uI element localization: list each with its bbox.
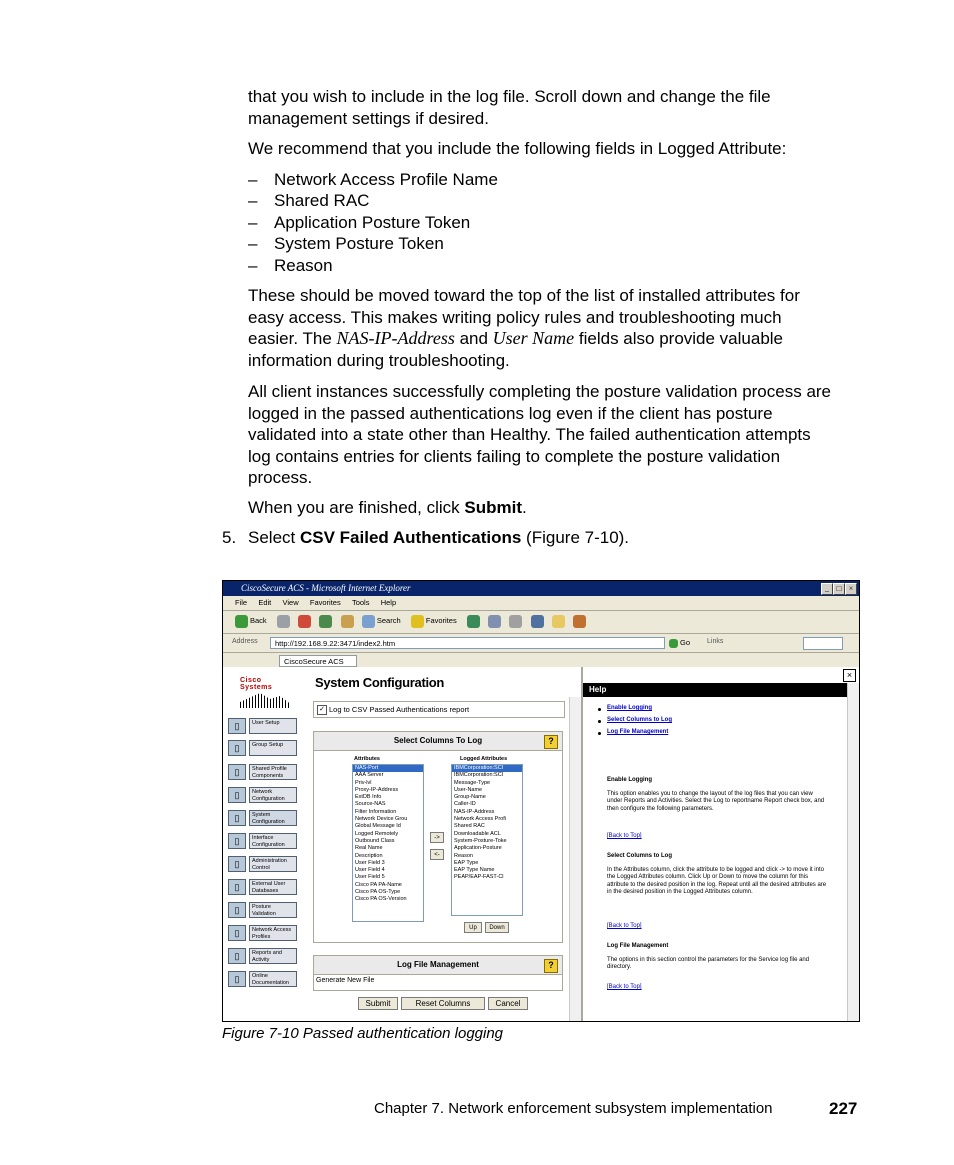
- select-columns-title: Select Columns To Log: [314, 732, 562, 751]
- list-item[interactable]: Shared RAC: [454, 823, 485, 830]
- nav-group-setup[interactable]: ▯ Group Setup: [228, 739, 298, 757]
- nav-shared-profile[interactable]: ▯ Shared Profile Components: [228, 763, 298, 781]
- up-button[interactable]: Up: [464, 922, 482, 933]
- nav-network-access-profiles[interactable]: ▯ Network Access Profiles: [228, 924, 298, 942]
- footer-chapter: Chapter 7. Network enforcement subsystem implementation: [374, 1100, 773, 1117]
- minimize-icon[interactable]: _: [821, 583, 833, 595]
- mail-icon: [488, 615, 501, 628]
- help-link-enable-logging[interactable]: Enable Logging: [607, 705, 652, 711]
- links-label[interactable]: Links: [707, 638, 724, 645]
- tools-button[interactable]: [573, 611, 588, 631]
- address-label: Address: [232, 638, 258, 645]
- select-columns-box: [313, 731, 563, 943]
- user-icon: ▯: [228, 718, 246, 734]
- nav-online-documentation[interactable]: ▯ Online Documentation: [228, 970, 298, 988]
- database-icon: ▯: [228, 879, 246, 895]
- help-select-text: In the Attributes column, click the attribute to be logged and click -> to move it into the Logged Attributes column. Click Up or Down to move the column for this attribute to the desired position in the log. Repeat until all the desired attributes are in the desired position in the Logged Attributes column.: [607, 867, 827, 895]
- list-item[interactable]: ExtDB Info: [355, 794, 382, 801]
- list-item[interactable]: Outbound Class: [355, 837, 395, 844]
- list-item[interactable]: NAS-IP-Address: [454, 808, 495, 815]
- browser-screenshot: [222, 580, 860, 1022]
- edit-icon: [531, 615, 544, 628]
- go-button[interactable]: Go: [669, 638, 690, 648]
- history-icon: [467, 615, 480, 628]
- acs-nav: [223, 667, 303, 1021]
- close-pane-icon[interactable]: ×: [843, 669, 856, 682]
- menu-favorites[interactable]: Favorites: [309, 598, 341, 607]
- print-icon: [509, 615, 522, 628]
- maximize-icon[interactable]: □: [833, 583, 845, 595]
- step-5: 5. Select CSV Failed Authentications (Figure 7-10).: [222, 528, 630, 547]
- list-item[interactable]: User Field 4: [355, 867, 385, 874]
- list-item[interactable]: Source-NAS: [355, 801, 386, 808]
- help-logfile-text: The options in this section control the parameters for the Service log file and directory.: [607, 957, 810, 971]
- list-item[interactable]: Priv-lvl: [355, 779, 372, 786]
- page-title: System Configuration: [315, 675, 445, 690]
- menu-bar: [223, 596, 859, 611]
- menu-file[interactable]: File: [235, 598, 248, 607]
- refresh-button[interactable]: [319, 611, 334, 631]
- list-item[interactable]: Message-Type: [454, 779, 491, 786]
- help-question-icon[interactable]: ?: [544, 735, 558, 749]
- list-item[interactable]: AAA Server: [355, 772, 384, 779]
- help-logfile-title: Log File Management: [607, 943, 669, 949]
- nav-user-setup[interactable]: ▯ User Setup: [228, 717, 298, 735]
- list-item[interactable]: Filter Information: [355, 808, 397, 815]
- nav-interface-configuration[interactable]: ▯ Interface Configuration: [228, 832, 298, 850]
- move-right-button[interactable]: ->: [430, 832, 444, 843]
- tab-bar: [223, 653, 859, 668]
- help-pane: [583, 683, 859, 1021]
- move-paragraph: These should be moved toward the top of the list of installed attributes for easy access. This makes writing policy rules and troubleshooting much easier. The NAS-IP-Address and User Name fields also provide valuable information during troubleshooting.: [248, 286, 800, 370]
- edit-button[interactable]: [531, 611, 546, 631]
- print-button[interactable]: [509, 611, 524, 631]
- network-icon: ▯: [228, 787, 246, 803]
- address-bar: [223, 634, 859, 653]
- toolbar: [223, 611, 859, 634]
- home-icon: [341, 615, 354, 628]
- bullet-item: – Application Posture Token: [248, 213, 471, 232]
- list-item[interactable]: IBMCorporation:SCI: [452, 765, 522, 772]
- menu-help[interactable]: Help: [380, 598, 397, 607]
- forward-button[interactable]: [277, 611, 292, 631]
- bullet-item: – System Posture Token: [248, 234, 444, 253]
- csv-log-checkbox-label: Log to CSV Passed Authentications report: [329, 705, 470, 714]
- finish-paragraph: When you are finished, click Submit.: [248, 498, 527, 517]
- help-link-log-file-management[interactable]: Log File Management: [607, 729, 669, 735]
- list-item[interactable]: User Field 3: [355, 859, 385, 866]
- mail-button[interactable]: [488, 611, 503, 631]
- help-enable-text: This option enables you to change the layout of the log files that you can view under Reports and Activities. Select the Log to reportname Report check box, and then configure the following parameters.: [607, 791, 825, 812]
- admin-icon: ▯: [228, 856, 246, 872]
- help-link-select-columns[interactable]: Select Columns to Log: [607, 717, 673, 723]
- list-item[interactable]: Cisco PA PA-Name: [355, 881, 402, 888]
- menu-tools[interactable]: Tools: [351, 598, 370, 607]
- posture-icon: ▯: [228, 902, 246, 918]
- log-file-management-box: [313, 955, 563, 991]
- group-icon: ▯: [228, 740, 246, 756]
- help-enable-title: Enable Logging: [607, 777, 652, 783]
- csv-log-checkbox-row: [313, 701, 565, 718]
- shared-profile-icon: ▯: [228, 764, 246, 780]
- submit-button[interactable]: Submit: [358, 997, 398, 1010]
- list-item[interactable]: Network Device Grou: [355, 816, 408, 823]
- intro-line: that you wish to include in the log file. Scroll down and change the file: [248, 87, 771, 106]
- documentation-icon: ▯: [228, 971, 246, 987]
- main-scrollbar[interactable]: [569, 697, 581, 1021]
- search-icon: [362, 615, 375, 628]
- back-to-top-link[interactable]: [Back to Top]: [607, 923, 642, 929]
- list-item[interactable]: Network Access Profi: [454, 816, 506, 823]
- back-button[interactable]: Back: [235, 611, 271, 631]
- list-item[interactable]: Logged Remotely: [355, 830, 399, 837]
- nav-administration-control[interactable]: ▯ Administration Control: [228, 855, 298, 873]
- logged-attributes-list[interactable]: [451, 764, 523, 916]
- star-icon: [411, 615, 424, 628]
- reset-columns-button[interactable]: Reset Columns: [401, 997, 485, 1010]
- help-scrollbar[interactable]: [847, 683, 859, 1021]
- menu-edit[interactable]: Edit: [258, 598, 272, 607]
- log-file-management-title: Log File Management: [314, 956, 562, 975]
- list-item[interactable]: Group-Name: [454, 794, 486, 801]
- intro-line: management settings if desired.: [248, 108, 489, 128]
- go-icon: [669, 639, 678, 648]
- folder-icon: [552, 615, 565, 628]
- reports-icon: ▯: [228, 948, 246, 964]
- attributes-list[interactable]: [352, 764, 424, 922]
- page-content: [223, 667, 859, 1021]
- generate-new-file-label: Generate New File: [316, 977, 375, 984]
- nap-icon: ▯: [228, 925, 246, 941]
- list-item[interactable]: Cisco PA OS-Type: [355, 889, 401, 896]
- move-left-button[interactable]: <-: [430, 849, 444, 860]
- stop-icon: [298, 615, 311, 628]
- back-to-top-link[interactable]: [Back to Top]: [607, 833, 642, 839]
- clients-paragraph: All client instances successfully completing the posture validation process are logged in the passed authentications log even if the client has posture validated into a state other than Healthy. The failed authentication attempts log contains entries for clients failing to complete the posture validation process.: [248, 382, 832, 487]
- search-button[interactable]: Search: [362, 611, 405, 631]
- logged-attributes-header: Logged Attributes: [460, 756, 508, 762]
- help-select-title: Select Columns to Log: [607, 853, 673, 859]
- help-question-icon[interactable]: ?: [544, 959, 558, 973]
- list-item[interactable]: EAP Type: [454, 859, 479, 866]
- recommend-paragraph: We recommend that you include the following fields in Logged Attribute:: [248, 139, 787, 158]
- home-button[interactable]: [341, 611, 356, 631]
- nav-external-user-databases[interactable]: ▯ External User Databases: [228, 878, 298, 896]
- attributes-header: Attributes: [354, 756, 380, 762]
- list-item[interactable]: Reason: [454, 852, 473, 859]
- page-number: 227: [829, 1099, 858, 1118]
- list-item[interactable]: NAS-Port: [353, 765, 423, 772]
- cisco-logo: Cisco Systems: [240, 677, 295, 708]
- list-item[interactable]: Real Name: [355, 845, 383, 852]
- list-item[interactable]: User-Name: [454, 786, 483, 793]
- interface-icon: ▯: [228, 833, 246, 849]
- back-to-top-link[interactable]: [Back to Top]: [607, 984, 642, 990]
- nav-reports-and-activity[interactable]: ▯ Reports and Activity: [228, 947, 298, 965]
- url-input[interactable]: http://192.168.9.22:3471/index2.htm: [270, 637, 665, 649]
- back-icon: [235, 615, 248, 628]
- nav-system-configuration[interactable]: ▯ System Configuration: [228, 809, 298, 827]
- favorites-button[interactable]: Favorites: [411, 611, 461, 631]
- list-item[interactable]: System-Posture-Toke: [454, 837, 507, 844]
- help-title: Help: [583, 683, 847, 697]
- bullet-item: – Reason: [248, 256, 333, 275]
- refresh-icon: [319, 615, 332, 628]
- tab-ciscosecure[interactable]: CiscoSecure ACS: [279, 655, 357, 667]
- stop-button[interactable]: [298, 611, 313, 631]
- tools-icon: [573, 615, 586, 628]
- list-item[interactable]: User Field 5: [355, 874, 385, 881]
- toolbar-search-input[interactable]: [803, 637, 843, 650]
- nav-network-configuration[interactable]: ▯ Network Configuration: [228, 786, 298, 804]
- close-icon[interactable]: ×: [845, 583, 857, 595]
- list-item[interactable]: PEAP/EAP-FAST-Cl: [454, 874, 504, 881]
- list-item[interactable]: Application-Posture: [454, 845, 502, 852]
- down-button[interactable]: Down: [485, 922, 509, 933]
- system-icon: ▯: [228, 810, 246, 826]
- list-item[interactable]: Caller-ID: [454, 801, 476, 808]
- bullet-item: – Shared RAC: [248, 191, 370, 210]
- folder-button[interactable]: [552, 611, 567, 631]
- list-item[interactable]: IBMCorporation:SCI: [454, 772, 504, 779]
- list-item[interactable]: Proxy-IP-Address: [355, 786, 399, 793]
- bullet-item: – Network Access Profile Name: [248, 170, 498, 189]
- intro-paragraph: [248, 86, 863, 129]
- list-item[interactable]: Cisco PA OS-Version: [355, 896, 407, 903]
- figure-caption: Figure 7-10 Passed authentication logging: [222, 1025, 504, 1042]
- history-button[interactable]: [467, 611, 482, 631]
- nav-posture-validation[interactable]: ▯ Posture Validation: [228, 901, 298, 919]
- list-item[interactable]: Description: [355, 852, 383, 859]
- forward-icon: [277, 615, 290, 628]
- list-item[interactable]: Downloadable ACL: [454, 830, 501, 837]
- cancel-button[interactable]: Cancel: [488, 997, 528, 1010]
- window-titlebar: CiscoSecure ACS - Microsoft Internet Explorer _ □ ×: [223, 581, 859, 596]
- list-item[interactable]: EAP Type Name: [454, 867, 495, 874]
- csv-log-checkbox[interactable]: ✓: [317, 705, 327, 715]
- menu-view[interactable]: View: [282, 598, 299, 607]
- list-item[interactable]: Global Message Id: [355, 823, 401, 830]
